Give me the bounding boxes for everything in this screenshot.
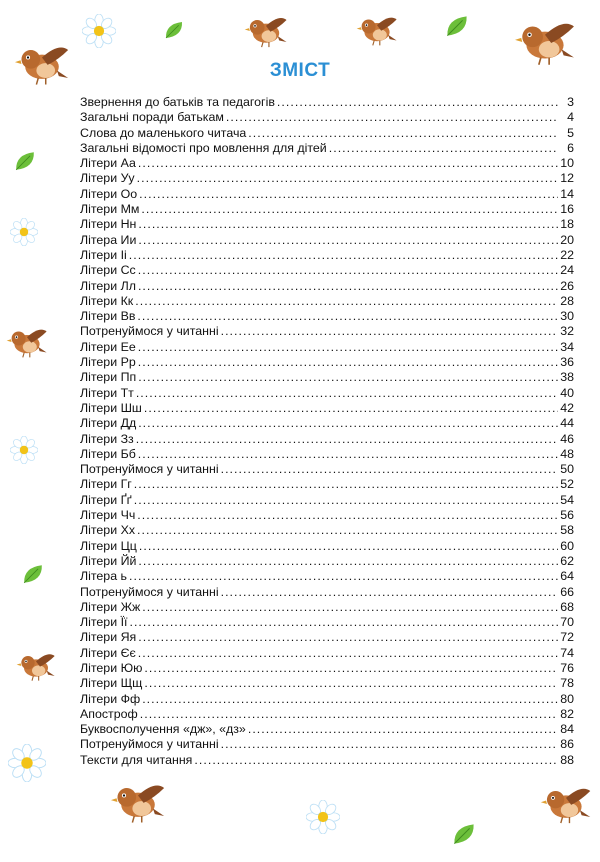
toc-entry	[80, 370, 574, 385]
toc-entry-page: 62	[560, 553, 574, 568]
leaf-icon	[452, 822, 476, 846]
toc-leader-dots	[139, 539, 558, 554]
toc-entry-page: 16	[560, 202, 574, 217]
toc-leader-dots	[226, 110, 558, 125]
toc-entry-title: Літери Оо	[80, 186, 138, 201]
toc-entry-title: Тексти для читання	[80, 752, 193, 767]
toc-entry	[80, 141, 574, 156]
toc-entry-title: Загальні відомості про мовлення для дітей	[80, 140, 327, 155]
toc-entry-page: 5	[567, 125, 574, 140]
toc-entry-title: Літери Іі	[80, 247, 127, 262]
toc-entry	[80, 676, 574, 691]
toc-leader-dots	[142, 692, 558, 707]
toc-entry	[80, 585, 574, 600]
toc-entry	[80, 110, 574, 125]
toc-entry-title: Літери Чч	[80, 508, 136, 523]
toc-entry-title: Літери Тт	[80, 385, 134, 400]
toc-entry-title: Літери Аа	[80, 156, 136, 171]
toc-entry-title: Літери Нн	[80, 217, 137, 232]
toc-entry-page: 10	[560, 156, 574, 171]
toc-leader-dots	[138, 340, 558, 355]
toc-entry-page: 74	[560, 645, 574, 660]
toc-leader-dots	[135, 294, 558, 309]
toc-entry-page: 46	[560, 431, 574, 446]
toc-leader-dots	[140, 707, 558, 722]
toc-leader-dots	[137, 523, 558, 538]
toc-leader-dots	[138, 630, 558, 645]
bird-icon	[356, 10, 398, 50]
toc-entry-title: Літери Кк	[80, 293, 134, 308]
toc-leader-dots	[138, 370, 558, 385]
toc-entry-page: 72	[560, 630, 574, 645]
toc-entry-title: Потренуймося у читанні	[80, 737, 219, 752]
toc-entry-page: 6	[567, 140, 574, 155]
toc-entry-title: Літери Єє	[80, 645, 136, 660]
bird-icon	[540, 780, 592, 828]
toc-leader-dots	[137, 508, 558, 523]
toc-entry-title: Літери Яя	[80, 630, 137, 645]
toc-leader-dots	[138, 416, 558, 431]
toc-leader-dots	[144, 401, 558, 416]
toc-leader-dots	[221, 585, 558, 600]
toc-entry	[80, 646, 574, 661]
toc-leader-dots	[138, 233, 558, 248]
toc-entry-title: Літери Щщ	[80, 676, 143, 691]
toc-leader-dots	[138, 355, 558, 370]
toc-entry-page: 4	[567, 110, 574, 125]
toc-entry-title: Літери Лл	[80, 278, 136, 293]
toc-entry-page: 38	[560, 370, 574, 385]
toc-leader-dots	[134, 477, 558, 492]
toc-entry-title: Літери Шш	[80, 400, 142, 415]
toc-leader-dots	[138, 646, 558, 661]
toc-entry	[80, 508, 574, 523]
toc-entry-page: 36	[560, 355, 574, 370]
toc-entry	[80, 324, 574, 339]
toc-entry-title: Літера Ии	[80, 232, 137, 247]
toc-entry	[80, 462, 574, 477]
toc-entry	[80, 630, 574, 645]
toc-entry-title: Літери Бб	[80, 446, 136, 461]
toc-entry-page: 54	[560, 492, 574, 507]
toc-entry	[80, 554, 574, 569]
toc-entry-page: 76	[560, 660, 574, 675]
page-title: ЗМІСТ	[269, 60, 331, 81]
toc-entry-title: Літери Мм	[80, 202, 140, 217]
toc-entry-page: 24	[560, 263, 574, 278]
flower-icon	[82, 14, 116, 48]
leaf-icon	[22, 560, 44, 588]
toc-entry-title: Загальні поради батькам	[80, 110, 224, 125]
toc-entry	[80, 707, 574, 722]
toc-entry-title: Літери Вв	[80, 309, 136, 324]
toc-entry-page: 82	[560, 706, 574, 721]
toc-entry-page: 20	[560, 232, 574, 247]
toc-entry	[80, 187, 574, 202]
toc-entry-page: 14	[560, 186, 574, 201]
toc-leader-dots	[248, 126, 558, 141]
toc-leader-dots	[221, 737, 558, 752]
toc-entry-page: 86	[560, 737, 574, 752]
toc-entry	[80, 95, 574, 110]
toc-entry	[80, 386, 574, 401]
toc-entry-page: 56	[560, 508, 574, 523]
toc-leader-dots	[142, 600, 558, 615]
toc-entry	[80, 569, 574, 584]
toc-entry-page: 84	[560, 722, 574, 737]
toc-entry	[80, 432, 574, 447]
toc-entry-title: Літери Юю	[80, 660, 143, 675]
toc-entry-title: Літери Зз	[80, 431, 134, 446]
toc-entry-title: Літери Фф	[80, 691, 141, 706]
toc-entry-title: Потренуймося у читанні	[80, 324, 219, 339]
toc-entry	[80, 600, 574, 615]
toc-entry	[80, 692, 574, 707]
toc-leader-dots	[221, 462, 558, 477]
flower-icon	[10, 436, 38, 464]
toc-entry-title: Буквосполучення «дж», «дз»	[80, 722, 246, 737]
toc-entry-title: Слова до маленького читача	[80, 125, 247, 140]
toc-leader-dots	[137, 171, 558, 186]
toc-leader-dots	[136, 432, 558, 447]
bird-icon	[6, 322, 48, 362]
leaf-icon	[444, 14, 470, 38]
toc-entry	[80, 661, 574, 676]
toc-entry-page: 68	[560, 599, 574, 614]
toc-entry-title: Звернення до батьків та педагогів	[80, 95, 275, 109]
toc-entry	[80, 233, 574, 248]
toc-leader-dots	[144, 676, 558, 691]
toc-entry	[80, 737, 574, 752]
toc-entry-title: Літери Ее	[80, 339, 136, 354]
toc-entry-title: Літери Уу	[80, 171, 135, 186]
toc-leader-dots	[138, 156, 558, 171]
bird-icon	[110, 776, 166, 828]
toc-entry-page: 60	[560, 538, 574, 553]
toc-entry	[80, 401, 574, 416]
leaf-icon	[162, 20, 186, 40]
toc-entry-title: Літери Йй	[80, 553, 137, 568]
table-of-contents	[80, 95, 574, 768]
toc-leader-dots	[221, 324, 558, 339]
toc-entry	[80, 248, 574, 263]
toc-leader-dots	[138, 279, 558, 294]
toc-entry-page: 44	[560, 416, 574, 431]
toc-entry-page: 18	[560, 217, 574, 232]
toc-entry-page: 88	[560, 752, 574, 767]
toc-entry-title: Апостроф	[80, 706, 138, 721]
toc-entry-title: Літера ь	[80, 569, 127, 584]
toc-entry-title: Літери Її	[80, 615, 128, 630]
toc-entry	[80, 202, 574, 217]
toc-entry	[80, 263, 574, 278]
toc-entry-page: 26	[560, 278, 574, 293]
toc-leader-dots	[248, 722, 558, 737]
toc-entry-page: 78	[560, 676, 574, 691]
toc-leader-dots	[138, 447, 558, 462]
toc-entry	[80, 156, 574, 171]
toc-leader-dots	[139, 187, 558, 202]
toc-entry-title: Літери Рр	[80, 355, 136, 370]
toc-leader-dots	[194, 753, 558, 768]
toc-entry-page: 64	[560, 569, 574, 584]
toc-entry	[80, 340, 574, 355]
toc-entry	[80, 217, 574, 232]
toc-entry	[80, 171, 574, 186]
toc-entry	[80, 447, 574, 462]
toc-entry-page: 12	[560, 171, 574, 186]
bird-icon	[16, 646, 56, 686]
toc-leader-dots	[129, 569, 558, 584]
toc-entry-title: Потренуймося у читанні	[80, 462, 219, 477]
toc-entry	[80, 416, 574, 431]
toc-leader-dots	[138, 554, 558, 569]
toc-leader-dots	[277, 95, 558, 110]
toc-entry-page: 70	[560, 615, 574, 630]
flower-icon	[10, 218, 38, 246]
toc-entry	[80, 493, 574, 508]
toc-entry-page: 40	[560, 385, 574, 400]
toc-entry-page: 22	[560, 247, 574, 262]
toc-entry-page: 48	[560, 446, 574, 461]
toc-entry-title: Літери Хх	[80, 523, 136, 538]
toc-leader-dots	[136, 386, 558, 401]
toc-entry	[80, 722, 574, 737]
toc-entry	[80, 355, 574, 370]
toc-entry	[80, 523, 574, 538]
toc-entry-title: Літери Пп	[80, 370, 137, 385]
toc-leader-dots	[137, 309, 558, 324]
toc-entry-title: Літери Жж	[80, 599, 141, 614]
toc-entry-page: 34	[560, 339, 574, 354]
toc-entry	[80, 294, 574, 309]
toc-entry-title: Літери Ґґ	[80, 492, 132, 507]
toc-entry	[80, 309, 574, 324]
leaf-icon	[14, 150, 36, 172]
toc-leader-dots	[329, 141, 558, 156]
toc-entry-title: Потренуймося у читанні	[80, 584, 219, 599]
toc-entry-title: Літери Сс	[80, 263, 136, 278]
bird-icon	[244, 12, 288, 50]
toc-entry	[80, 539, 574, 554]
toc-entry-page: 58	[560, 523, 574, 538]
toc-entry-page: 28	[560, 293, 574, 308]
toc-entry-page: 50	[560, 462, 574, 477]
toc-entry	[80, 279, 574, 294]
toc-entry	[80, 477, 574, 492]
toc-leader-dots	[138, 263, 558, 278]
toc-leader-dots	[129, 615, 558, 630]
toc-entry-page: 80	[560, 691, 574, 706]
toc-leader-dots	[134, 493, 558, 508]
flower-icon	[306, 800, 340, 834]
toc-entry	[80, 126, 574, 141]
toc-entry-page: 30	[560, 309, 574, 324]
toc-entry-page: 66	[560, 584, 574, 599]
toc-entry-title: Літери Дд	[80, 416, 137, 431]
toc-entry	[80, 615, 574, 630]
toc-leader-dots	[141, 202, 558, 217]
toc-entry	[80, 753, 574, 768]
toc-entry-page: 3	[567, 95, 574, 109]
toc-entry-page: 32	[560, 324, 574, 339]
flower-icon	[8, 744, 46, 782]
toc-entry-page: 42	[560, 400, 574, 415]
toc-leader-dots	[129, 248, 558, 263]
toc-entry-title: Літери Гг	[80, 477, 132, 492]
toc-leader-dots	[144, 661, 558, 676]
toc-entry-page: 52	[560, 477, 574, 492]
toc-entry-title: Літери Цц	[80, 538, 137, 553]
toc-leader-dots	[138, 217, 558, 232]
